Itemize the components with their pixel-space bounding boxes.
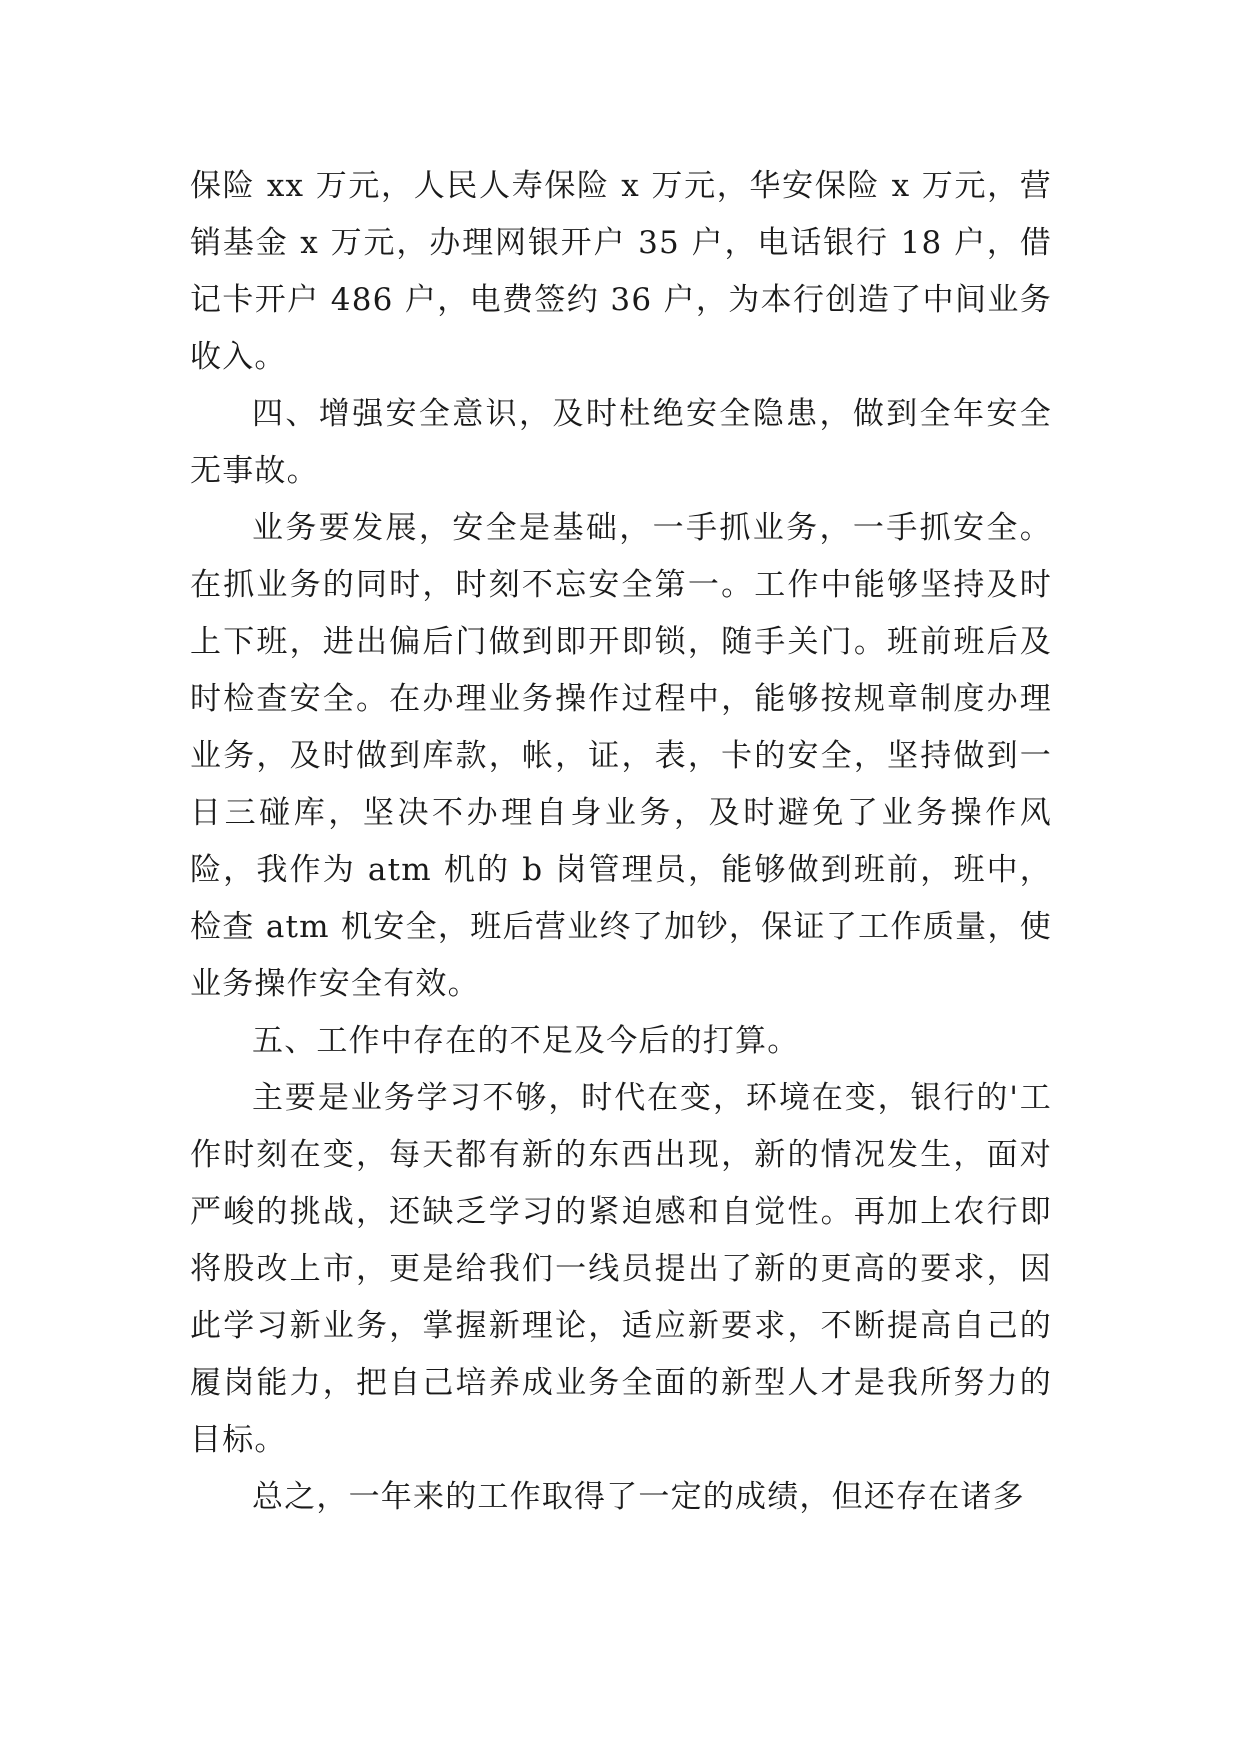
- paragraph-safety-details: 业务要发展，安全是基础，一手抓业务，一手抓安全。在抓业务的同时，时刻不忘安全第一。工作中能够坚持及时上下班，进出偏后门做到即开即锁，随手关门。班前班后及时检查安全。在办理业务操作过程中，能够按规章制度办理业务，及时做到库款，帐，证，表，卡的安全，坚持做到一日三碰库，坚决不办理自身业务，及时避免了业务操作风险，我作为 atm 机的 b 岗管理员，能够做到班前，班中，检查 atm 机安全，班后营业终了加钞，保证了工作质量，使业务操作安全有效。: [190, 510, 1052, 1002]
- document-body: [190, 158, 1052, 1526]
- heading-shortcomings-plans: 五、工作中存在的不足及今后的打算。: [252, 1023, 800, 1059]
- heading-safety-awareness: 四、增强安全意识，及时杜绝安全隐患，做到全年安全无事故。: [190, 396, 1052, 489]
- paragraph-shortcomings-details: 主要是业务学习不够，时代在变，环境在变，银行的'工作时刻在变，每天都有新的东西出现，新的情况发生，面对严峻的挑战，还缺乏学习的紧迫感和自觉性。再加上农行即将股改上市，更是给我们一线员提出了新的更高的要求，因此学习新业务，掌握新理论，适应新要求，不断提高自己的履岗能力，把自己培养成业务全面的新型人才是我所努力的目标。: [190, 1080, 1052, 1458]
- paragraph-summary: 总之，一年来的工作取得了一定的成绩，但还存在诸多: [252, 1479, 1025, 1515]
- paragraph-business-income: 保险 xx 万元，人民人寿保险 x 万元，华安保险 x 万元，营销基金 x 万元，办理网银开户 35 户，电话银行 18 户，借记卡开户 486 户，电费签约 36 户，为本行创造了中间业务收入。: [190, 168, 1052, 375]
